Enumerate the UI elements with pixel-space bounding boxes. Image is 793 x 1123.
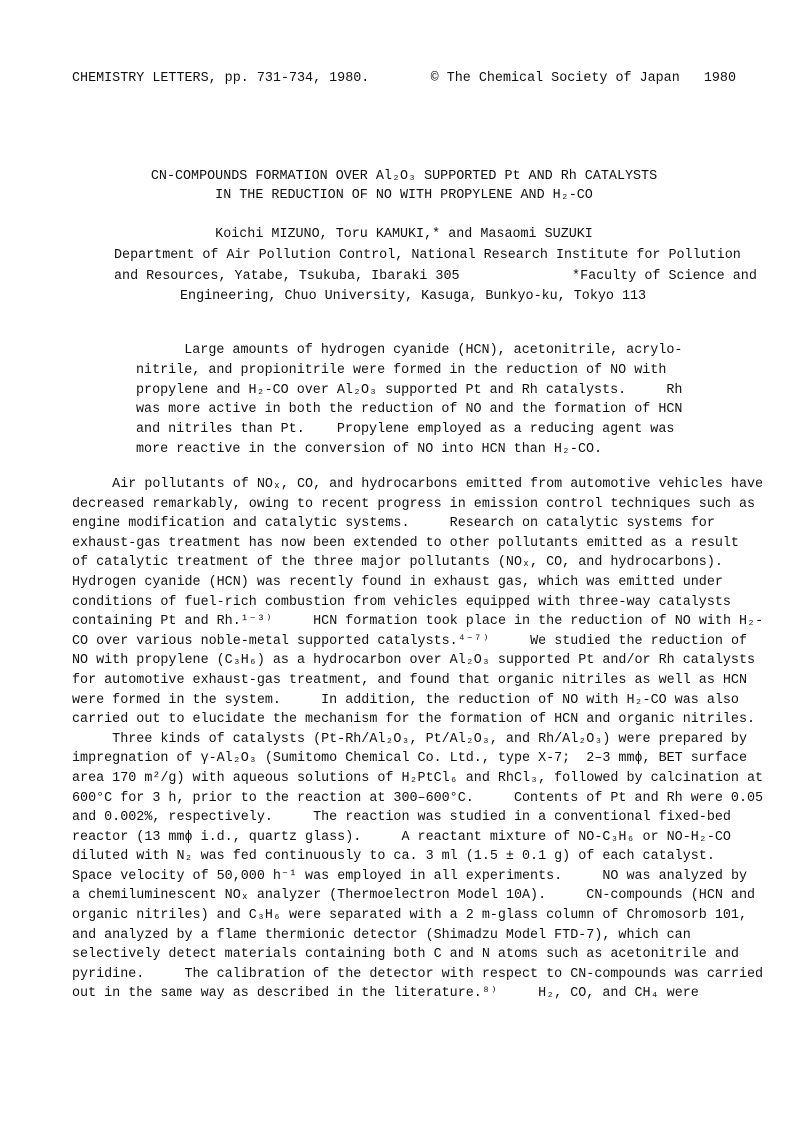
affiliation-line: Department of Air Pollution Control, National Research Institute for Pollution bbox=[114, 248, 741, 263]
body-line: and analyzed by a flame thermionic detector (Shimadzu Model FTD-7), which can bbox=[72, 927, 691, 943]
body-line: a chemiluminescent NOₓ analyzer (Thermoelectron Model 10A). CN-compounds (HCN and bbox=[72, 888, 756, 904]
body-line: Hydrogen cyanide (HCN) was recently found in exhaust gas, which was emitted under bbox=[72, 574, 723, 590]
body-line: Three kinds of catalysts (Pt-Rh/Al₂O₃, Pt/Al₂O₃, and Rh/Al₂O₃) were prepared by bbox=[72, 731, 747, 747]
body-line: pyridine. The calibration of the detector with respect to CN-compounds was carried bbox=[72, 966, 764, 982]
abstract-line: more reactive in the conversion of NO into HCN than H₂-CO. bbox=[136, 441, 603, 457]
body-line: of catalytic treatment of the three major pollutants (NOₓ, CO, and hydrocarbons). bbox=[72, 555, 723, 571]
affiliation-line: and Resources, Yatabe, Tsukuba, Ibaraki 305 *Faculty of Science and bbox=[114, 268, 757, 284]
abstract-line: Large amounts of hydrogen cyanide (HCN), acetonitrile, acrylo- bbox=[136, 343, 683, 358]
body-line: organic nitriles) and C₃H₆ were separated with a 2 m-glass column of Chromosorb 101, bbox=[72, 908, 747, 924]
body-line: were formed in the system. In addition, the reduction of NO with H₂-CO was also bbox=[72, 692, 739, 708]
abstract-line: nitrile, and propionitrile were formed in the reduction of NO with bbox=[136, 362, 667, 378]
abstract-line: and nitriles than Pt. Propylene employed as a reducing agent was bbox=[136, 422, 675, 438]
body-line: 600°C for 3 h, prior to the reaction at 300–600°C. Contents of Pt and Rh were 0.05 bbox=[72, 790, 764, 806]
body-line: containing Pt and Rh.¹⁻³⁾ HCN formation took place in the reduction of NO with H₂- bbox=[72, 614, 764, 630]
author-list: Koichi MIZUNO, Toru KAMUKI,* and Masaomi SUZUKI bbox=[215, 227, 593, 242]
body-line: selectively detect materials containing both C and N atoms such as acetonitrile and bbox=[72, 947, 739, 963]
body-line: out in the same way as described in the literature.⁸⁾ H₂, CO, and CH₄ were bbox=[72, 986, 699, 1002]
title-line-2: IN THE REDUCTION OF NO WITH PROPYLENE AND H₂-CO bbox=[215, 188, 593, 203]
abstract-line: propylene and H₂-CO over Al₂O₃ supported Pt and Rh catalysts. Rh bbox=[136, 382, 683, 398]
body-line: and 0.002%, respectively. The reaction was studied in a conventional fixed-bed bbox=[72, 810, 731, 826]
paper-title bbox=[72, 167, 736, 205]
body-line: Air pollutants of NOₓ, CO, and hydrocarbons emitted from automotive vehicles have bbox=[72, 477, 764, 492]
body-line: area 170 m²/g) with aqueous solutions of H₂PtCl₆ and RhCl₃, followed by calcination at bbox=[72, 770, 764, 786]
body-text bbox=[72, 475, 764, 1004]
body-line: impregnation of γ-Al₂O₃ (Sumitomo Chemical Co. Ltd., type X-7; 2–3 mmϕ, BET surface bbox=[72, 751, 747, 767]
title-line-1: CN-COMPOUNDS FORMATION OVER Al₂O₃ SUPPORTED Pt AND Rh CATALYSTS bbox=[150, 169, 658, 184]
body-line: diluted with N₂ was fed continuously to ca. 3 ml (1.5 ± 0.1 g) of each catalyst. bbox=[72, 849, 715, 865]
copyright-notice: © The Chemical Society of Japan 1980 bbox=[430, 71, 736, 86]
body-line: reactor (13 mmϕ i.d., quartz glass). A reactant mixture of NO-C₃H₆ or NO-H₂-CO bbox=[72, 829, 731, 845]
body-line: NO with propylene (C₃H₆) as a hydrocarbon over Al₂O₃ supported Pt and/or Rh catalysts bbox=[72, 653, 756, 669]
running-header bbox=[72, 71, 736, 89]
affiliations bbox=[114, 246, 757, 308]
affiliation-line: Engineering, Chuo University, Kasuga, Bunkyo-ku, Tokyo 113 bbox=[180, 289, 647, 304]
abstract bbox=[136, 341, 683, 460]
journal-citation: CHEMISTRY LETTERS, pp. 731-734, 1980. bbox=[72, 71, 370, 86]
body-line: engine modification and catalytic systems. Research on catalytic systems for bbox=[72, 516, 715, 532]
body-line: for automotive exhaust-gas treatment, and found that organic nitriles as well as HCN bbox=[72, 672, 747, 688]
body-line: Space velocity of 50,000 h⁻¹ was employed in all experiments. NO was analyzed by bbox=[72, 868, 748, 884]
body-line: conditions of fuel-rich combustion from vehicles equipped with three-way catalysts bbox=[72, 594, 731, 610]
body-line: exhaust-gas treatment has now been extended to other pollutants emitted as a result bbox=[72, 535, 739, 551]
body-line: CO over various noble-metal supported catalysts.⁴⁻⁷⁾ We studied the reduction of bbox=[72, 633, 748, 649]
body-line: decreased remarkably, owing to recent progress in emission control techniques such as bbox=[72, 496, 756, 512]
abstract-line: was more active in both the reduction of NO and the formation of HCN bbox=[136, 402, 683, 418]
body-line: carried out to elucidate the mechanism for the formation of HCN and organic nitriles. bbox=[72, 712, 756, 728]
